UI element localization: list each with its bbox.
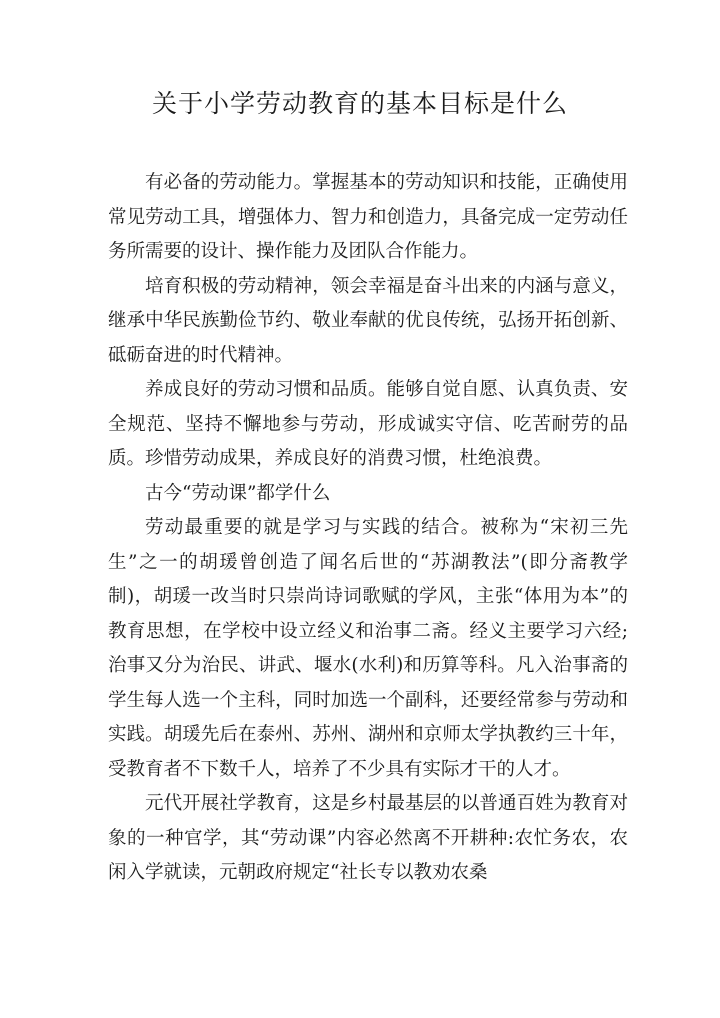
section-heading-labor-class: 古今“劳动课”都学什么 [145, 482, 331, 504]
paragraph-labor-habits: 养成良好的劳动习惯和品质。能够自觉自愿、认真负责、安全规范、坚持不懈地参与劳动，形成诚实守信、吃苦耐劳的品质。珍惜劳动成果，养成良好的消费习惯，杜绝浪费。 [108, 379, 628, 469]
paragraph-yuan-dynasty: 元代开展社学教育，这是乡村最基层的以普通百姓为教育对象的一种官学，其“劳动课”内容必然离不开耕种:农忙务农，农闲入学就读，元朝政府规定“社长专以教劝农桑 [108, 793, 628, 883]
paragraph-labor-ability: 有必备的劳动能力。掌握基本的劳动知识和技能，正确使用常见劳动工具，增强体力、智力和创造力，具备完成一定劳动任务所需要的设计、操作能力及团队合作能力。 [108, 172, 628, 262]
document-body [108, 166, 628, 891]
paragraph-labor-spirit: 培育积极的劳动精神，领会幸福是奋斗出来的内涵与意义，继承中华民族勤俭节约、敬业奉献的优良传统，弘扬开拓创新、砥砺奋进的时代精神。 [108, 275, 628, 366]
document-title: 关于小学劳动教育的基本目标是什么 [151, 89, 568, 118]
paragraph-hu-yuan: 劳动最重要的就是学习与实践的结合。被称为“宋初三先生”之一的胡瑗曾创造了闻名后世的“苏湖教法”(即分斋教学制)，胡瑗一改当时只崇尚诗词歌赋的学风，主张“体用为本”的教育思想，在学校中设立经义和治事二斋。经义主要学习六经;治事又分为治民、讲武、堰水(水利)和历算等科。凡入治事斋的学生每人选一个主科，同时加选一个副科，还要经常参与劳动和实践。胡瑗先后在泰州、苏州、湖州和京师太学执教约三十年，受教育者不下数千人，培养了不少具有实际才干的人才。 [108, 517, 628, 780]
